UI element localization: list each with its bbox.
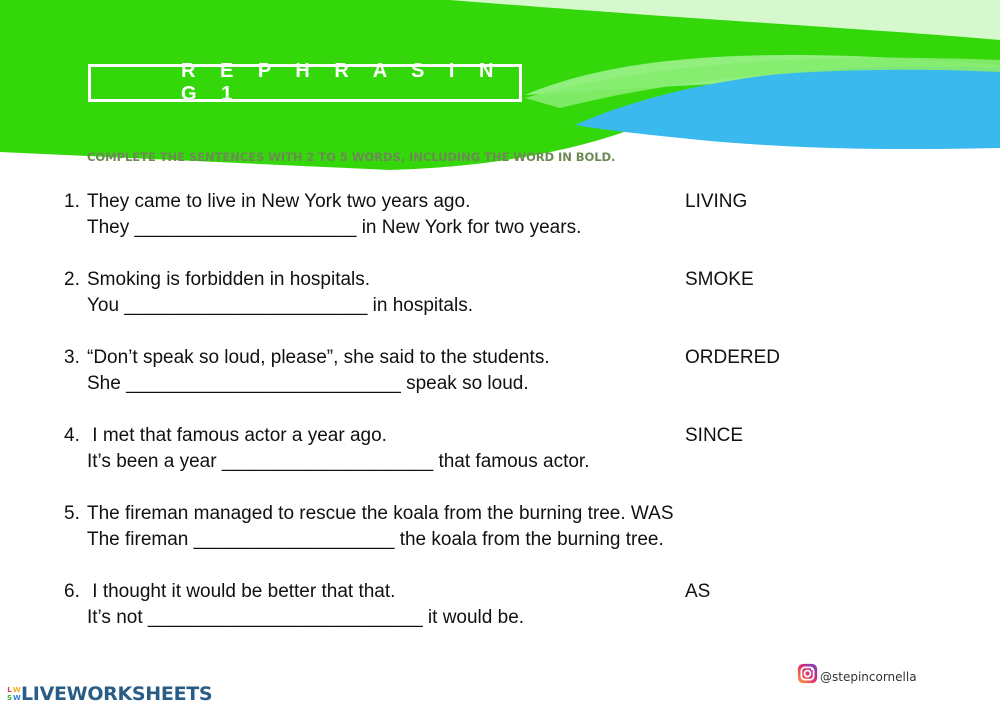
exercise-keyword: AS xyxy=(685,581,711,602)
exercise-number: 1. xyxy=(64,191,80,212)
exercise-sentence: I met that famous actor a year ago. xyxy=(87,425,387,446)
exercise-number: 2. xyxy=(64,269,80,290)
exercise-2 xyxy=(0,269,1000,323)
brand-name: LIVEWORKSHEETS xyxy=(21,683,213,705)
exercise-3 xyxy=(0,347,1000,401)
exercise-keyword: LIVING xyxy=(685,191,748,212)
exercise-sentence: Smoking is forbidden in hospitals. xyxy=(87,269,371,290)
exercise-5 xyxy=(0,503,1000,557)
exercise-answer-line[interactable]: They _____________________ in New York for two years. xyxy=(87,217,582,238)
liveworksheets-logo[interactable] xyxy=(6,683,212,705)
exercise-4 xyxy=(0,425,1000,479)
exercise-number: 5. xyxy=(64,503,80,524)
exercise-sentence: “Don’t speak so loud, please”, she said to the students. xyxy=(87,347,550,368)
exercise-6 xyxy=(0,581,1000,635)
exercise-keyword: SINCE xyxy=(685,425,744,446)
exercise-keyword: SMOKE xyxy=(685,269,754,290)
exercise-answer-line[interactable]: The fireman ___________________ the koala from the burning tree. xyxy=(87,529,664,550)
exercise-answer-line[interactable]: She __________________________ speak so loud. xyxy=(87,373,529,394)
exercise-number: 6. xyxy=(64,581,80,602)
liveworksheets-logo-icon: L W S W xyxy=(6,686,21,702)
exercise-1 xyxy=(0,191,1000,245)
title-box xyxy=(88,60,522,105)
exercise-sentence: They came to live in New York two years ago. xyxy=(87,191,471,212)
exercise-answer-line[interactable]: You _______________________ in hospitals. xyxy=(87,295,473,316)
exercise-answer-line[interactable]: It’s not __________________________ it would be. xyxy=(87,607,525,628)
exercise-number: 4. xyxy=(64,425,80,446)
social-handle-link[interactable] xyxy=(797,662,917,684)
exercise-answer-line[interactable]: It’s been a year ____________________ that famous actor. xyxy=(87,451,590,472)
page-title: R E P H R A S I N G 1 xyxy=(181,60,503,105)
exercise-keyword: ORDERED xyxy=(685,347,781,368)
exercise-sentence: The fireman managed to rescue the koala from the burning tree. WAS xyxy=(87,503,674,524)
instagram-icon xyxy=(797,663,818,684)
instructions: COMPLETE THE SENTENCES WITH 2 TO 5 WORDS, INCLUDING THE WORD IN BOLD. xyxy=(87,150,616,164)
exercise-sentence: I thought it would be better that that. xyxy=(87,581,396,602)
social-handle: @stepincornella xyxy=(820,670,917,684)
exercise-number: 3. xyxy=(64,347,80,368)
